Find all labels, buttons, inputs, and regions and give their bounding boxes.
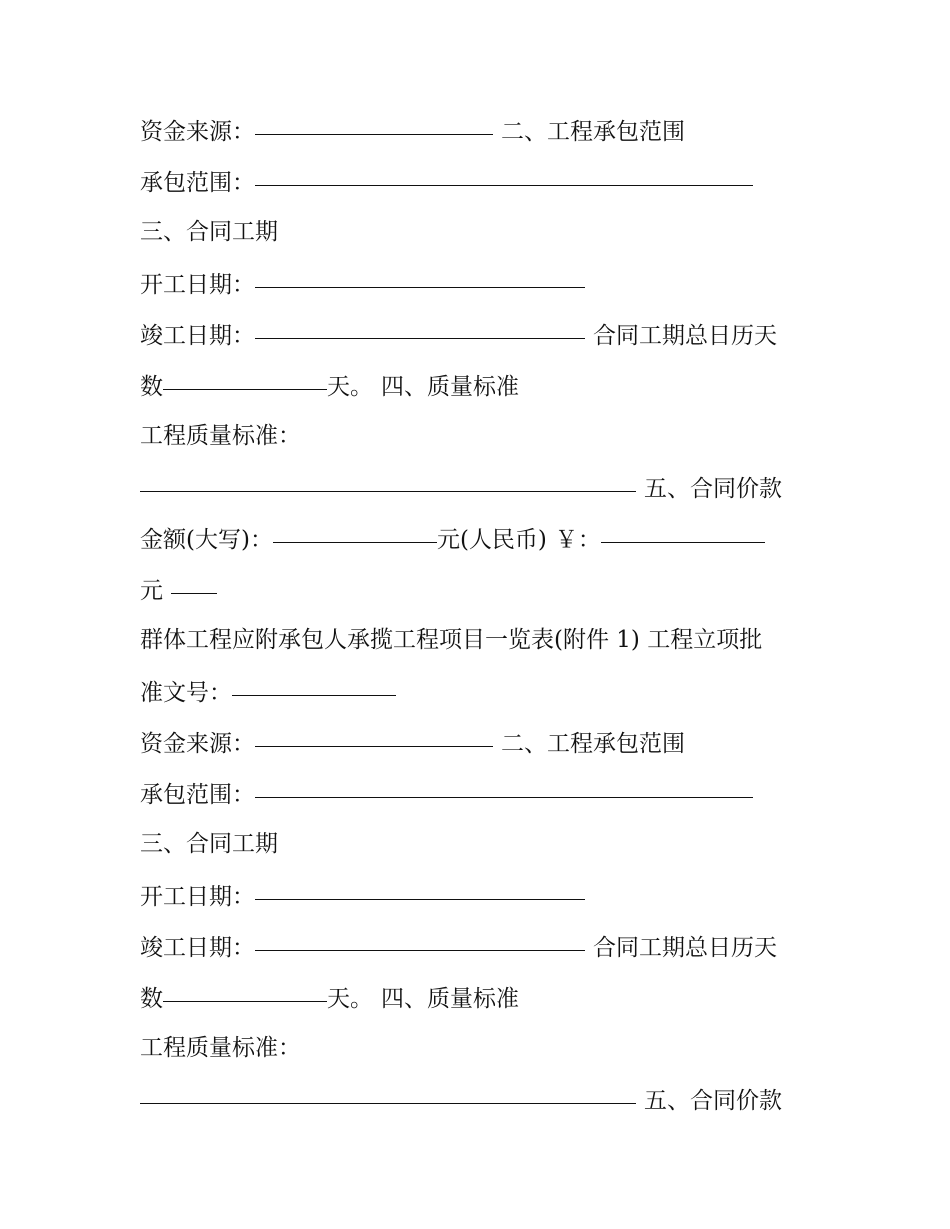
quality-blank-line [140,467,820,518]
duration-days-blank [163,361,327,390]
section-3-line [140,212,820,263]
quality-label-line [140,416,820,467]
amount-number-blank [601,514,765,543]
start-date-label: 开工日期： [140,884,255,910]
yuan-trailing-blank [171,565,217,594]
duration-days-blank [163,973,327,1002]
quality-label: 工程质量标准： [140,1035,301,1061]
section-3-title: 三、合同工期 [140,831,278,857]
funding-line [140,110,820,161]
end-date-blank [255,922,585,951]
document-content [140,110,820,1130]
yen-label: ￥： [554,527,601,553]
approval-line [140,671,820,722]
quality-standard-blank [140,1075,636,1104]
start-date-blank [255,871,585,900]
amount-label: 金额(大写)： [140,527,273,553]
duration-suffix: 天。 [327,986,373,1012]
funding-label: 资金来源： [140,119,255,145]
attachment-note-line [140,620,820,671]
quality-standard-blank [140,463,636,492]
quality-blank-line-repeat [140,1079,820,1130]
scope-blank [255,769,753,798]
duration-line-start: 数 [140,374,163,400]
section-2-title: 二、工程承包范围 [501,119,685,145]
section-4-title: 四、质量标准 [381,374,519,400]
quality-label: 工程质量标准： [140,423,301,449]
duration-line-start: 数 [140,986,163,1012]
start-date-line-repeat [140,875,820,926]
amount-words-blank [273,514,437,543]
funding-line-repeat [140,722,820,773]
yuan-line [140,569,820,620]
scope-blank [255,157,753,186]
start-date-label: 开工日期： [140,272,255,298]
scope-line [140,161,820,212]
scope-line-repeat [140,773,820,824]
section-5-title: 五、合同价款 [644,1088,782,1114]
scope-label: 承包范围： [140,782,255,808]
approval-label: 准文号： [140,680,232,706]
start-date-line [140,263,820,314]
duration-prefix: 合同工期总日历天 [593,935,777,961]
yuan-label: 元 [140,578,163,604]
duration-prefix: 合同工期总日历天 [593,323,777,349]
section-3-title: 三、合同工期 [140,219,278,245]
scope-label: 承包范围： [140,170,255,196]
funding-source-blank [255,106,493,135]
end-date-label: 竣工日期： [140,323,255,349]
duration-line-repeat [140,977,820,1028]
duration-suffix: 天。 [327,374,373,400]
section-3-line-repeat [140,824,820,875]
section-2-title: 二、工程承包范围 [501,731,685,757]
approval-number-blank [232,667,396,696]
amount-line [140,518,820,569]
duration-line [140,365,820,416]
funding-label: 资金来源： [140,731,255,757]
amount-unit: 元(人民币) [436,527,547,553]
end-date-label: 竣工日期： [140,935,255,961]
attachment-note: 群体工程应附承包人承揽工程项目一览表(附件 1) 工程立项批 [140,627,763,653]
section-5-title: 五、合同价款 [644,476,782,502]
start-date-blank [255,259,585,288]
section-4-title: 四、质量标准 [381,986,519,1012]
end-date-line-repeat [140,926,820,977]
end-date-blank [255,310,585,339]
quality-label-line-repeat [140,1028,820,1079]
funding-source-blank [255,718,493,747]
end-date-line [140,314,820,365]
